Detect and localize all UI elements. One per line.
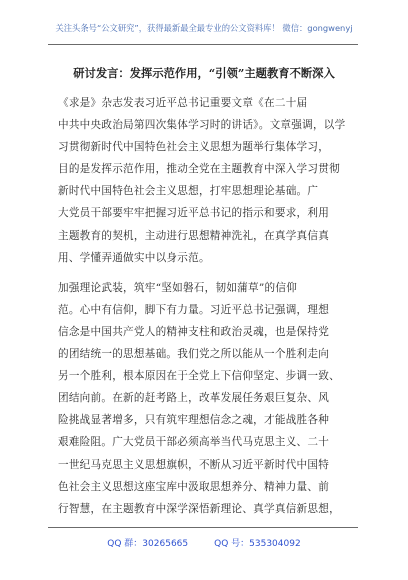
text-line: 行智慧，在主题教育中深学深悟新理论、真学真信新思想， <box>58 502 340 515</box>
text-line: 用、学懂弄通做实中以身示范。 <box>58 251 210 264</box>
text-line: 中共中央政治局第四次集体学习时的讲话》。文章强调，以学 <box>58 119 346 132</box>
text-line: 加强理论武装，筑牢“坚如磐石，韧如蒲草”的信仰 <box>58 281 298 294</box>
document-body <box>58 92 350 520</box>
paragraph-1 <box>58 92 350 269</box>
text-line: 《求是》杂志发表习近平总书记重要文章《在二十届 <box>58 97 308 109</box>
document-header: 关注头条号“公文研究”，获得最新最全最专业的公文资料库！ 微信：gongwenyj <box>55 23 353 33</box>
paragraph-2 <box>58 277 350 520</box>
text-line: 一世纪马克思主义思想旗帜，不断从习近平新时代中国特 <box>58 458 330 471</box>
document-title: 研讨发言：发挥示范作用，“引领”主题教育不断深入 <box>73 66 335 80</box>
text-line: 的团结统一的思想基础。我们党之所以能从一个胜利走向 <box>58 348 330 361</box>
qq-number: QQ 号：535304092 <box>214 539 301 549</box>
text-line: 目的是发挥示范作用，推动全党在主题教育中深入学习贯彻 <box>58 163 340 176</box>
paragraph-gap <box>58 269 350 277</box>
text-line: 另一个胜利，根本原因在于全党上下信仰坚定、步调一致、 <box>58 370 340 383</box>
text-line: 范。心中有信仰，脚下有力量。习近平总书记强调，理想 <box>58 303 330 316</box>
footer-divider <box>48 527 358 528</box>
text-line: 主题教育的契机，主动进行思想精神洗礼，在真学真信真 <box>58 229 330 242</box>
qq-group-number: QQ 群：30265665 <box>107 539 189 549</box>
text-line: 信念是中国共产党人的精神支柱和政治灵魂，也是保持党 <box>58 325 330 338</box>
text-line: 习贯彻新时代中国特色社会主义思想为题举行集体学习， <box>58 141 330 154</box>
text-line: 新时代中国特色社会主义思想，打牢思想理论基础。广 <box>58 185 319 198</box>
document-footer <box>0 536 408 549</box>
text-line: 团结向前。在新的赶考路上，改革发展任务艰巨复杂、风 <box>58 392 330 405</box>
text-line: 险挑战显著增多，只有筑牢理想信念之魂，才能战胜各种 <box>58 414 330 427</box>
text-line: 色社会主义思想这座宝库中汲取思想养分、精神力量、前 <box>58 480 330 493</box>
text-line: 艰难险阻。广大党员干部必须高举当代马克思主义、二十 <box>58 436 330 449</box>
header-divider <box>48 44 358 45</box>
text-line: 大党员干部要牢牢把握习近平总书记的指示和要求，利用 <box>58 207 330 220</box>
